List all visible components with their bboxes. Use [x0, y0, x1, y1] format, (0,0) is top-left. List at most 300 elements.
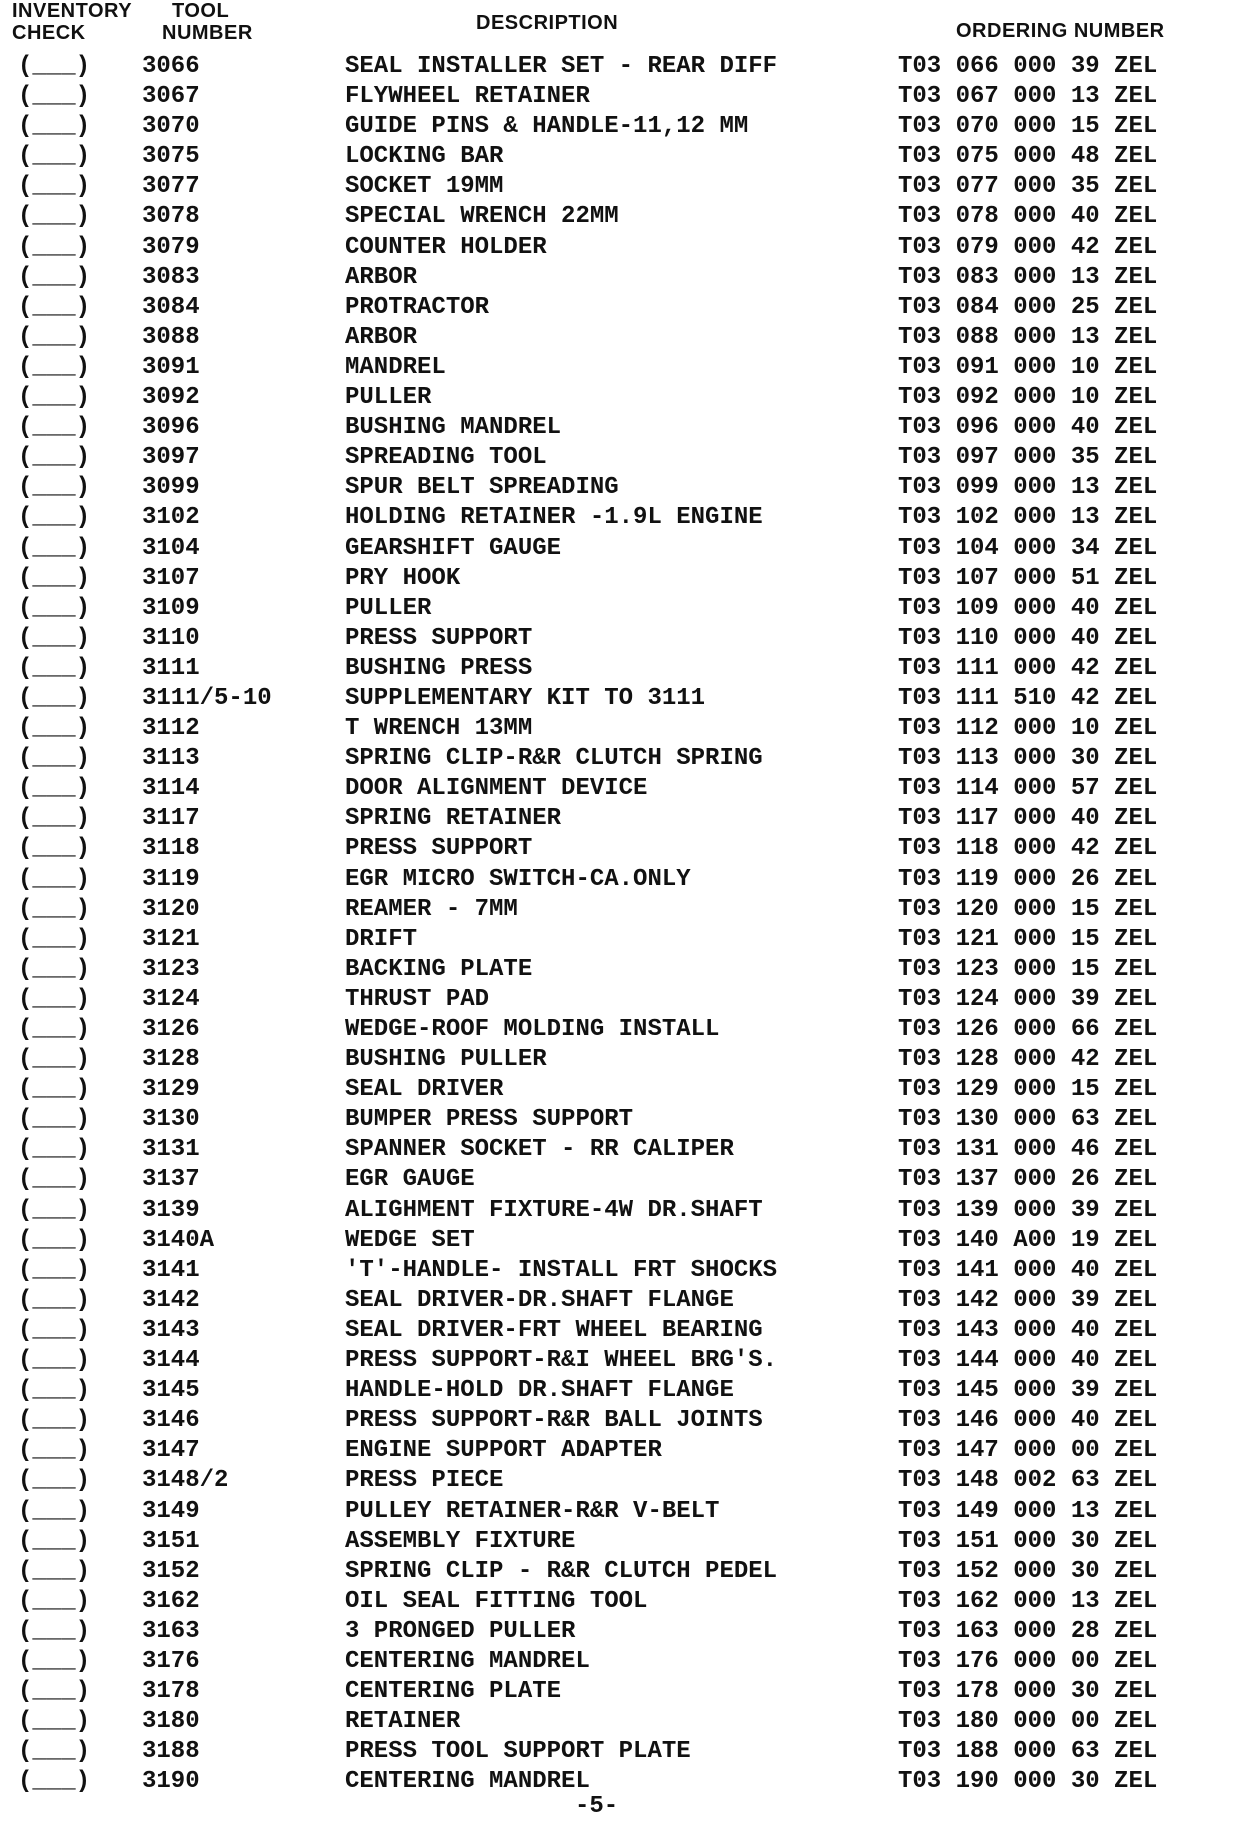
ordering-number: T03 176 000 00 ZEL [898, 1647, 1158, 1675]
tool-description: PULLEY RETAINER-R&R V-BELT [345, 1497, 720, 1525]
tool-description: SEAL DRIVER [345, 1076, 504, 1104]
inventory-check-box[interactable]: (___) [18, 1286, 91, 1314]
table-row [0, 263, 1248, 293]
inventory-check-box[interactable]: (___) [18, 1256, 91, 1284]
inventory-check-box[interactable]: (___) [18, 444, 91, 472]
inventory-check-box[interactable]: (___) [18, 775, 91, 803]
table-row [0, 1015, 1248, 1045]
ordering-number: T03 146 000 40 ZEL [898, 1407, 1158, 1435]
table-row [0, 654, 1248, 684]
table-row [0, 52, 1248, 82]
ordering-number: T03 107 000 51 ZEL [898, 564, 1158, 592]
table-row [0, 1105, 1248, 1135]
ordering-number: T03 131 000 46 ZEL [898, 1136, 1158, 1164]
ordering-number: T03 097 000 35 ZEL [898, 444, 1158, 472]
tool-description: CENTERING MANDREL [345, 1768, 590, 1796]
tool-description: PRESS SUPPORT-R&I WHEEL BRG'S. [345, 1347, 778, 1375]
table-row [0, 1497, 1248, 1527]
ordering-number: T03 096 000 40 ZEL [898, 414, 1158, 442]
ordering-number: T03 139 000 39 ZEL [898, 1196, 1158, 1224]
tool-description: SPANNER SOCKET - RR CALIPER [345, 1136, 734, 1164]
tool-number: 3067 [142, 83, 200, 111]
tool-number: 3096 [142, 414, 200, 442]
ordering-number: T03 088 000 13 ZEL [898, 323, 1158, 351]
inventory-check-box[interactable]: (___) [18, 83, 91, 111]
tool-number: 3129 [142, 1076, 200, 1104]
tool-number: 3102 [142, 504, 200, 532]
table-row [0, 955, 1248, 985]
table-row [0, 473, 1248, 503]
table-row [0, 1376, 1248, 1406]
table-row [0, 1587, 1248, 1617]
ordering-number: T03 126 000 66 ZEL [898, 1016, 1158, 1043]
ordering-number: T03 109 000 40 ZEL [898, 594, 1158, 622]
table-row [0, 1557, 1248, 1587]
ordering-number: T03 145 000 39 ZEL [898, 1377, 1158, 1405]
ordering-number: T03 102 000 13 ZEL [898, 504, 1158, 532]
inventory-check-box[interactable]: (___) [18, 865, 91, 893]
tool-description: PRESS TOOL SUPPORT PLATE [345, 1738, 691, 1766]
table-row [0, 624, 1248, 654]
ordering-number: T03 149 000 13 ZEL [898, 1497, 1158, 1525]
inventory-check-box[interactable]: (___) [18, 955, 91, 983]
tool-description: SPRING RETAINER [345, 805, 562, 833]
tool-number: 3139 [142, 1196, 200, 1224]
tool-number: 3111 [142, 654, 200, 682]
tool-description: PULLER [345, 384, 432, 412]
ordering-number: T03 114 000 57 ZEL [898, 775, 1158, 803]
table-row [0, 233, 1248, 263]
inventory-check-box[interactable]: (___) [18, 1738, 91, 1766]
inventory-check-header [12, 0, 132, 44]
tool-description: ARBOR [345, 263, 418, 291]
inventory-check-box[interactable]: (___) [18, 233, 91, 261]
table-row [0, 1135, 1248, 1165]
table-row [0, 1045, 1248, 1075]
tool-description: REAMER - 7MM [345, 895, 518, 923]
tool-description: T WRENCH 13MM [345, 715, 533, 743]
inventory-check-box[interactable]: (___) [18, 53, 91, 80]
tool-description: LOCKING BAR [345, 143, 504, 171]
tool-description: MANDREL [345, 353, 446, 381]
ordering-number: T03 070 000 15 ZEL [898, 113, 1158, 141]
ordering-number: T03 180 000 00 ZEL [898, 1708, 1158, 1736]
ordering-number: T03 178 000 30 ZEL [898, 1678, 1158, 1706]
inventory-check-box[interactable]: (___) [18, 684, 91, 712]
table-row [0, 744, 1248, 774]
inventory-check-box[interactable]: (___) [18, 1678, 91, 1706]
table-row [0, 1226, 1248, 1256]
tool-header-line2: NUMBER [162, 22, 253, 44]
ordering-number: T03 104 000 34 ZEL [898, 534, 1158, 562]
table-row [0, 1196, 1248, 1226]
table-row [0, 142, 1248, 172]
tool-description: SEAL DRIVER-DR.SHAFT FLANGE [345, 1286, 734, 1314]
tool-number: 3140A [142, 1226, 215, 1254]
table-row [0, 383, 1248, 413]
inventory-check-box[interactable]: (___) [18, 805, 91, 833]
table-row [0, 1617, 1248, 1647]
table-row [0, 82, 1248, 112]
table-row [0, 564, 1248, 594]
table-row [0, 1316, 1248, 1346]
ordering-number: T03 120 000 15 ZEL [898, 895, 1158, 923]
ordering-number: T03 092 000 10 ZEL [898, 384, 1158, 412]
table-row [0, 1346, 1248, 1376]
inventory-header-line1: INVENTORY [12, 0, 133, 22]
table-row [0, 413, 1248, 443]
inventory-check-box[interactable]: (___) [18, 925, 91, 953]
table-row [0, 202, 1248, 232]
table-row [0, 1737, 1248, 1767]
inventory-check-box[interactable]: (___) [18, 263, 91, 291]
tool-number: 3124 [142, 985, 200, 1013]
inventory-check-box[interactable]: (___) [18, 293, 91, 321]
ordering-number: T03 119 000 26 ZEL [898, 865, 1158, 893]
tool-description: BACKING PLATE [345, 955, 533, 983]
inventory-check-box[interactable]: (___) [18, 534, 91, 562]
inventory-check-box[interactable]: (___) [18, 414, 91, 442]
tool-number: 3088 [142, 323, 200, 351]
tool-description: THRUST PAD [345, 985, 490, 1013]
inventory-check-box[interactable]: (___) [18, 1136, 91, 1164]
inventory-check-box[interactable]: (___) [18, 654, 91, 682]
tool-number: 3070 [142, 113, 200, 141]
table-row [0, 774, 1248, 804]
tool-description: PRESS SUPPORT [345, 624, 533, 652]
ordering-number: T03 163 000 28 ZEL [898, 1617, 1158, 1645]
table-row [0, 1767, 1248, 1797]
tool-description: ALIGHMENT FIXTURE-4W DR.SHAFT [345, 1196, 763, 1224]
table-row [0, 714, 1248, 744]
tool-number: 3137 [142, 1166, 200, 1194]
table-row [0, 684, 1248, 714]
inventory-check-box[interactable]: (___) [18, 353, 91, 381]
table-row [0, 985, 1248, 1015]
tool-number: 3148/2 [142, 1467, 229, 1495]
ordering-number: T03 143 000 40 ZEL [898, 1316, 1158, 1344]
table-row [0, 895, 1248, 925]
tool-description: GEARSHIFT GAUGE [345, 534, 562, 562]
tool-number: 3091 [142, 353, 200, 381]
table-row [0, 112, 1248, 142]
tool-description: WEDGE-ROOF MOLDING INSTALL [345, 1016, 720, 1043]
tool-description: 3 PRONGED PULLER [345, 1617, 576, 1645]
tool-description: DRIFT [345, 925, 418, 953]
tool-description: BUSHING PULLER [345, 1046, 547, 1074]
tool-number: 3163 [142, 1617, 200, 1645]
inventory-check-box[interactable]: (___) [18, 624, 91, 652]
tool-number: 3107 [142, 564, 200, 592]
inventory-check-box[interactable]: (___) [18, 1527, 91, 1555]
ordering-number: T03 111 000 42 ZEL [898, 654, 1158, 682]
table-row [0, 1466, 1248, 1496]
inventory-check-box[interactable]: (___) [18, 1617, 91, 1645]
ordering-number-header: ORDERING NUMBER [956, 20, 1165, 42]
tool-number: 3083 [142, 263, 200, 291]
tool-description: SPUR BELT SPREADING [345, 474, 619, 502]
tool-description: RETAINER [345, 1708, 461, 1736]
tool-list [0, 52, 1248, 1797]
tool-description: BUMPER PRESS SUPPORT [345, 1106, 634, 1134]
tool-number: 3130 [142, 1106, 200, 1134]
tool-number: 3099 [142, 474, 200, 502]
description-header: DESCRIPTION [476, 12, 619, 34]
tool-description: BUSHING MANDREL [345, 414, 562, 442]
tool-number: 3118 [142, 835, 200, 863]
inventory-check-box[interactable]: (___) [18, 143, 91, 171]
ordering-number: T03 141 000 40 ZEL [898, 1256, 1158, 1284]
ordering-number: T03 144 000 40 ZEL [898, 1347, 1158, 1375]
tool-description: WEDGE SET [345, 1226, 475, 1254]
table-row [0, 503, 1248, 533]
tool-number: 3112 [142, 715, 200, 743]
inventory-check-box[interactable]: (___) [18, 1467, 91, 1495]
ordering-number: T03 078 000 40 ZEL [898, 203, 1158, 231]
table-row [0, 1677, 1248, 1707]
tool-number: 3117 [142, 805, 200, 833]
ordering-number: T03 147 000 00 ZEL [898, 1437, 1158, 1465]
ordering-number: T03 118 000 42 ZEL [898, 835, 1158, 863]
ordering-number: T03 140 A00 19 ZEL [898, 1226, 1158, 1254]
tool-description: EGR MICRO SWITCH-CA.ONLY [345, 865, 691, 893]
inventory-check-box[interactable]: (___) [18, 1076, 91, 1104]
tool-description: COUNTER HOLDER [345, 233, 547, 261]
tool-number: 3111/5-10 [142, 684, 272, 712]
ordering-number: T03 137 000 26 ZEL [898, 1166, 1158, 1194]
tool-header-line1: TOOL [172, 0, 230, 22]
tool-description: SPREADING TOOL [345, 444, 547, 472]
ordering-number: T03 113 000 30 ZEL [898, 745, 1158, 773]
tool-number: 3109 [142, 594, 200, 622]
table-row [0, 804, 1248, 834]
ordering-number: T03 111 510 42 ZEL [898, 684, 1158, 712]
tool-description: FLYWHEEL RETAINER [345, 83, 590, 111]
tool-number: 3178 [142, 1678, 200, 1706]
page-number: -5- [575, 1793, 619, 1820]
tool-description: 'T'-HANDLE- INSTALL FRT SHOCKS [345, 1256, 778, 1284]
ordering-number: T03 129 000 15 ZEL [898, 1076, 1158, 1104]
inventory-check-box[interactable]: (___) [18, 173, 91, 201]
table-row [0, 1436, 1248, 1466]
tool-number: 3128 [142, 1046, 200, 1074]
inventory-check-box[interactable]: (___) [18, 1016, 91, 1043]
tool-number: 3120 [142, 895, 200, 923]
tool-description: HOLDING RETAINER -1.9L ENGINE [345, 504, 763, 532]
table-row [0, 353, 1248, 383]
ordering-number: T03 110 000 40 ZEL [898, 624, 1158, 652]
tool-number: 3176 [142, 1647, 200, 1675]
table-row [0, 925, 1248, 955]
table-row [0, 1647, 1248, 1677]
tool-number: 3144 [142, 1347, 200, 1375]
table-row [0, 534, 1248, 564]
tool-number: 3142 [142, 1286, 200, 1314]
ordering-number: T03 067 000 13 ZEL [898, 83, 1158, 111]
tool-number-header [162, 0, 253, 44]
inventory-check-box[interactable]: (___) [18, 474, 91, 502]
inventory-check-box[interactable]: (___) [18, 504, 91, 532]
tool-number: 3146 [142, 1407, 200, 1435]
tool-number: 3149 [142, 1497, 200, 1525]
inventory-check-box[interactable]: (___) [18, 323, 91, 351]
ordering-number: T03 117 000 40 ZEL [898, 805, 1158, 833]
inventory-check-box[interactable]: (___) [18, 1106, 91, 1134]
tool-number: 3180 [142, 1708, 200, 1736]
ordering-number: T03 152 000 30 ZEL [898, 1557, 1158, 1585]
table-row [0, 834, 1248, 864]
tool-number: 3110 [142, 624, 200, 652]
tool-description: ARBOR [345, 323, 418, 351]
inventory-check-box[interactable]: (___) [18, 1407, 91, 1435]
ordering-number: T03 162 000 13 ZEL [898, 1587, 1158, 1615]
tool-number: 3188 [142, 1738, 200, 1766]
table-row [0, 443, 1248, 473]
tool-number: 3104 [142, 534, 200, 562]
table-row [0, 1286, 1248, 1316]
tool-number: 3131 [142, 1136, 200, 1164]
ordering-number: T03 190 000 30 ZEL [898, 1768, 1158, 1796]
tool-number: 3162 [142, 1587, 200, 1615]
inventory-check-box[interactable]: (___) [18, 203, 91, 231]
tool-number: 3114 [142, 775, 200, 803]
tool-number: 3190 [142, 1768, 200, 1796]
tool-number: 3077 [142, 173, 200, 201]
tool-number: 3147 [142, 1437, 200, 1465]
tool-description: BUSHING PRESS [345, 654, 533, 682]
tool-description: SPRING CLIP-R&R CLUTCH SPRING [345, 745, 763, 773]
ordering-number: T03 188 000 63 ZEL [898, 1738, 1158, 1766]
inventory-check-box[interactable]: (___) [18, 895, 91, 923]
tool-number: 3113 [142, 745, 200, 773]
ordering-number: T03 124 000 39 ZEL [898, 985, 1158, 1013]
table-row [0, 1707, 1248, 1737]
inventory-check-box[interactable]: (___) [18, 1316, 91, 1344]
tool-number: 3121 [142, 925, 200, 953]
tool-description: SUPPLEMENTARY KIT TO 3111 [345, 684, 706, 712]
tool-description: EGR GAUGE [345, 1166, 475, 1194]
tool-description: PROTRACTOR [345, 293, 490, 321]
ordering-number: T03 121 000 15 ZEL [898, 925, 1158, 953]
tool-description: HANDLE-HOLD DR.SHAFT FLANGE [345, 1377, 734, 1405]
table-row [0, 323, 1248, 353]
tool-description: SOCKET 19MM [345, 173, 504, 201]
ordering-number: T03 151 000 30 ZEL [898, 1527, 1158, 1555]
tool-number: 3084 [142, 293, 200, 321]
table-row [0, 1165, 1248, 1195]
inventory-check-box[interactable]: (___) [18, 715, 91, 743]
tool-description: GUIDE PINS & HANDLE-11,12 MM [345, 113, 749, 141]
tool-description: OIL SEAL FITTING TOOL [345, 1587, 648, 1615]
ordering-number: T03 130 000 63 ZEL [898, 1106, 1158, 1134]
table-row [0, 293, 1248, 323]
tool-number: 3145 [142, 1377, 200, 1405]
tool-description: CENTERING MANDREL [345, 1647, 590, 1675]
tool-number: 3078 [142, 203, 200, 231]
tool-description: ENGINE SUPPORT ADAPTER [345, 1437, 662, 1465]
tool-number: 3092 [142, 384, 200, 412]
tool-description: SEAL DRIVER-FRT WHEEL BEARING [345, 1316, 763, 1344]
inventory-check-box[interactable]: (___) [18, 835, 91, 863]
tool-description: ASSEMBLY FIXTURE [345, 1527, 576, 1555]
inventory-check-box[interactable]: (___) [18, 1708, 91, 1736]
tool-number: 3126 [142, 1016, 200, 1043]
inventory-check-box[interactable]: (___) [18, 594, 91, 622]
ordering-number: T03 099 000 13 ZEL [898, 474, 1158, 502]
tool-number: 3066 [142, 53, 200, 80]
tool-number: 3151 [142, 1527, 200, 1555]
inventory-check-box[interactable]: (___) [18, 384, 91, 412]
inventory-check-box[interactable]: (___) [18, 1226, 91, 1254]
tool-description: DOOR ALIGNMENT DEVICE [345, 775, 648, 803]
inventory-check-box[interactable]: (___) [18, 1768, 91, 1796]
tool-description: PRESS PIECE [345, 1467, 504, 1495]
ordering-number: T03 083 000 13 ZEL [898, 263, 1158, 291]
ordering-number: T03 075 000 48 ZEL [898, 143, 1158, 171]
tool-number: 3097 [142, 444, 200, 472]
inventory-check-box[interactable]: (___) [18, 1647, 91, 1675]
ordering-number: T03 084 000 25 ZEL [898, 293, 1158, 321]
inventory-header-line2: CHECK [12, 22, 86, 44]
inventory-check-box[interactable]: (___) [18, 1377, 91, 1405]
tool-description: PRESS SUPPORT [345, 835, 533, 863]
tool-description: PRESS SUPPORT-R&R BALL JOINTS [345, 1407, 763, 1435]
inventory-check-box[interactable]: (___) [18, 985, 91, 1013]
table-row [0, 1256, 1248, 1286]
tool-description: PRY HOOK [345, 564, 461, 592]
inventory-check-box[interactable]: (___) [18, 1557, 91, 1585]
ordering-number: T03 079 000 42 ZEL [898, 233, 1158, 261]
tool-number: 3079 [142, 233, 200, 261]
table-row [0, 865, 1248, 895]
inventory-check-box[interactable]: (___) [18, 745, 91, 773]
table-row [0, 1527, 1248, 1557]
inventory-check-box[interactable]: (___) [18, 1437, 91, 1465]
inventory-check-box[interactable]: (___) [18, 1196, 91, 1224]
tool-description: PULLER [345, 594, 432, 622]
tool-number: 3123 [142, 955, 200, 983]
tool-number: 3141 [142, 1256, 200, 1284]
inventory-check-box[interactable]: (___) [18, 1497, 91, 1525]
ordering-number: T03 142 000 39 ZEL [898, 1286, 1158, 1314]
tool-number: 3119 [142, 865, 200, 893]
ordering-number: T03 148 002 63 ZEL [898, 1467, 1158, 1495]
table-row [0, 1406, 1248, 1436]
tool-number: 3143 [142, 1316, 200, 1344]
tool-number: 3152 [142, 1557, 200, 1585]
tool-number: 3075 [142, 143, 200, 171]
inventory-check-box[interactable]: (___) [18, 113, 91, 141]
tool-description: SEAL INSTALLER SET - REAR DIFF [345, 53, 778, 80]
inventory-check-box[interactable]: (___) [18, 1046, 91, 1074]
ordering-number: T03 128 000 42 ZEL [898, 1046, 1158, 1074]
inventory-check-box[interactable]: (___) [18, 1166, 91, 1194]
tool-description: SPRING CLIP - R&R CLUTCH PEDEL [345, 1557, 778, 1585]
table-row [0, 1075, 1248, 1105]
inventory-check-box[interactable]: (___) [18, 1587, 91, 1615]
ordering-number: T03 123 000 15 ZEL [898, 955, 1158, 983]
ordering-number: T03 091 000 10 ZEL [898, 353, 1158, 381]
ordering-number: T03 066 000 39 ZEL [898, 53, 1158, 80]
inventory-check-box[interactable]: (___) [18, 1347, 91, 1375]
inventory-check-box[interactable]: (___) [18, 564, 91, 592]
tool-description: SPECIAL WRENCH 22MM [345, 203, 619, 231]
table-row [0, 594, 1248, 624]
ordering-number: T03 077 000 35 ZEL [898, 173, 1158, 201]
ordering-number: T03 112 000 10 ZEL [898, 715, 1158, 743]
tool-description: CENTERING PLATE [345, 1678, 562, 1706]
table-row [0, 172, 1248, 202]
